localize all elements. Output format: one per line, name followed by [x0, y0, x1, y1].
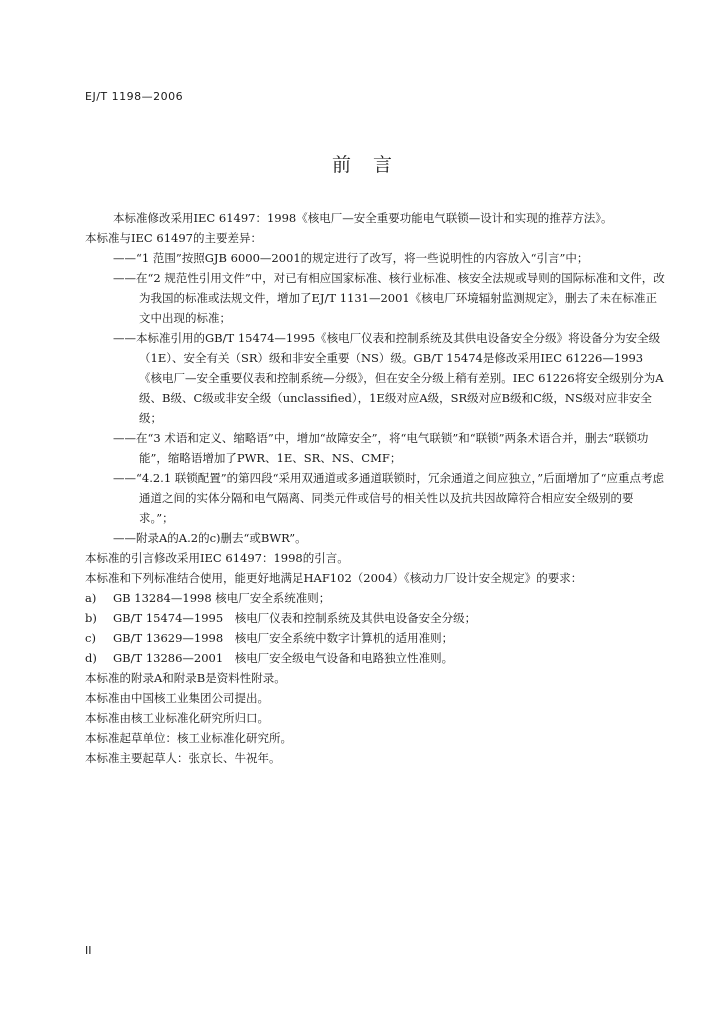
page-title: 前言	[331, 154, 414, 176]
related-standards-list	[85, 588, 665, 668]
paragraph-differences-intro: 本标准与IEC 61497的主要差异：	[85, 231, 262, 245]
paragraph-proposer: 本标准由中国核工业集团公司提出。	[85, 691, 269, 705]
difference-item: ——附录A的A.2的c)删去“或BWR”。	[113, 531, 307, 545]
list-item	[85, 628, 665, 648]
list-item	[85, 588, 665, 608]
list-item-label: d)	[85, 651, 97, 665]
paragraph-drafters: 本标准主要起草人：张京长、牛祝年。	[85, 751, 281, 765]
difference-item: ——“4.2.1 联锁配置”的第四段“采用双通道或多通道联锁时，冗余通道之间应独立，”后面增加了“应重点考虑通道之间的实体分隔和电气隔离、同类元件或信号的相关性以及抗共因故障符合相应安全级别的要求。”；	[113, 471, 665, 525]
paragraph-adoption: 本标准修改采用IEC 61497：1998《核电厂—安全重要功能电气联锁—设计和实现的推荐方法》。	[113, 211, 613, 225]
list-item-label: b)	[85, 611, 97, 625]
difference-item: ——在“3 术语和定义、缩略语”中，增加“故障安全”，将“电气联锁”和“联锁”两条术语合并，删去“联锁功能”，缩略语增加了PWR、1E、SR、NS、CMF；	[113, 431, 649, 465]
list-item-label: a)	[85, 591, 97, 605]
paragraph-related-standards: 本标准和下列标准结合使用，能更好地满足HAF102（2004）《核动力厂设计安全规定》的要求：	[85, 571, 583, 585]
list-item	[85, 648, 665, 668]
list-item-text: GB/T 13286—2001 核电厂安全级电气设备和电路独立性准则。	[113, 651, 454, 665]
page-number: II	[85, 944, 92, 957]
list-item-text: GB 13284—1998 核电厂安全系统准则；	[113, 591, 331, 605]
document-code: EJ/T 1198—2006	[85, 90, 184, 103]
list-item	[85, 608, 665, 628]
difference-item: ——“1 范围”按照GJB 6000—2001的规定进行了改写，将一些说明性的内容放入“引言”中；	[113, 251, 589, 265]
document-body	[85, 208, 665, 768]
paragraph-drafting-unit: 本标准起草单位：核工业标准化研究所。	[85, 731, 292, 745]
paragraph-introduction: 本标准的引言修改采用IEC 61497：1998的引言。	[85, 551, 349, 565]
difference-item: ——在“2 规范性引用文件”中，对已有相应国家标准、核行业标准、核安全法规或导则的国际标准和文件，改为我国的标准或法规文件，增加了EJ/T 1131—2001《核电厂环境辐射监测规定》，删去了未在标准正文中出现的标准；	[113, 271, 665, 325]
list-item-text: GB/T 13629—1998 核电厂安全系统中数字计算机的适用准则；	[113, 631, 454, 645]
paragraph-appendices: 本标准的附录A和附录B是资料性附录。	[85, 671, 286, 685]
paragraph-centralized-unit: 本标准由核工业标准化研究所归口。	[85, 711, 269, 725]
difference-item: ——本标准引用的GB/T 15474—1995《核电厂仪表和控制系统及其供电设备安全分级》将设备分为安全级（1E）、安全有关（SR）级和非安全重要（NS）级。GB/T 15474是修改采用IEC 61226—1993《核电厂—安全重要仪表和控制系统—分级》，但在安全分级上稍有差别。IEC 61226将安全级别分为A级、B级、C级或非安全级（unclassified），1E级对应A级，SR级对应B级和C级，NS级对应非安全级；	[113, 331, 664, 425]
list-item-text: GB/T 15474—1995 核电厂仪表和控制系统及其供电设备安全分级；	[113, 611, 477, 625]
list-item-label: c)	[85, 631, 96, 645]
